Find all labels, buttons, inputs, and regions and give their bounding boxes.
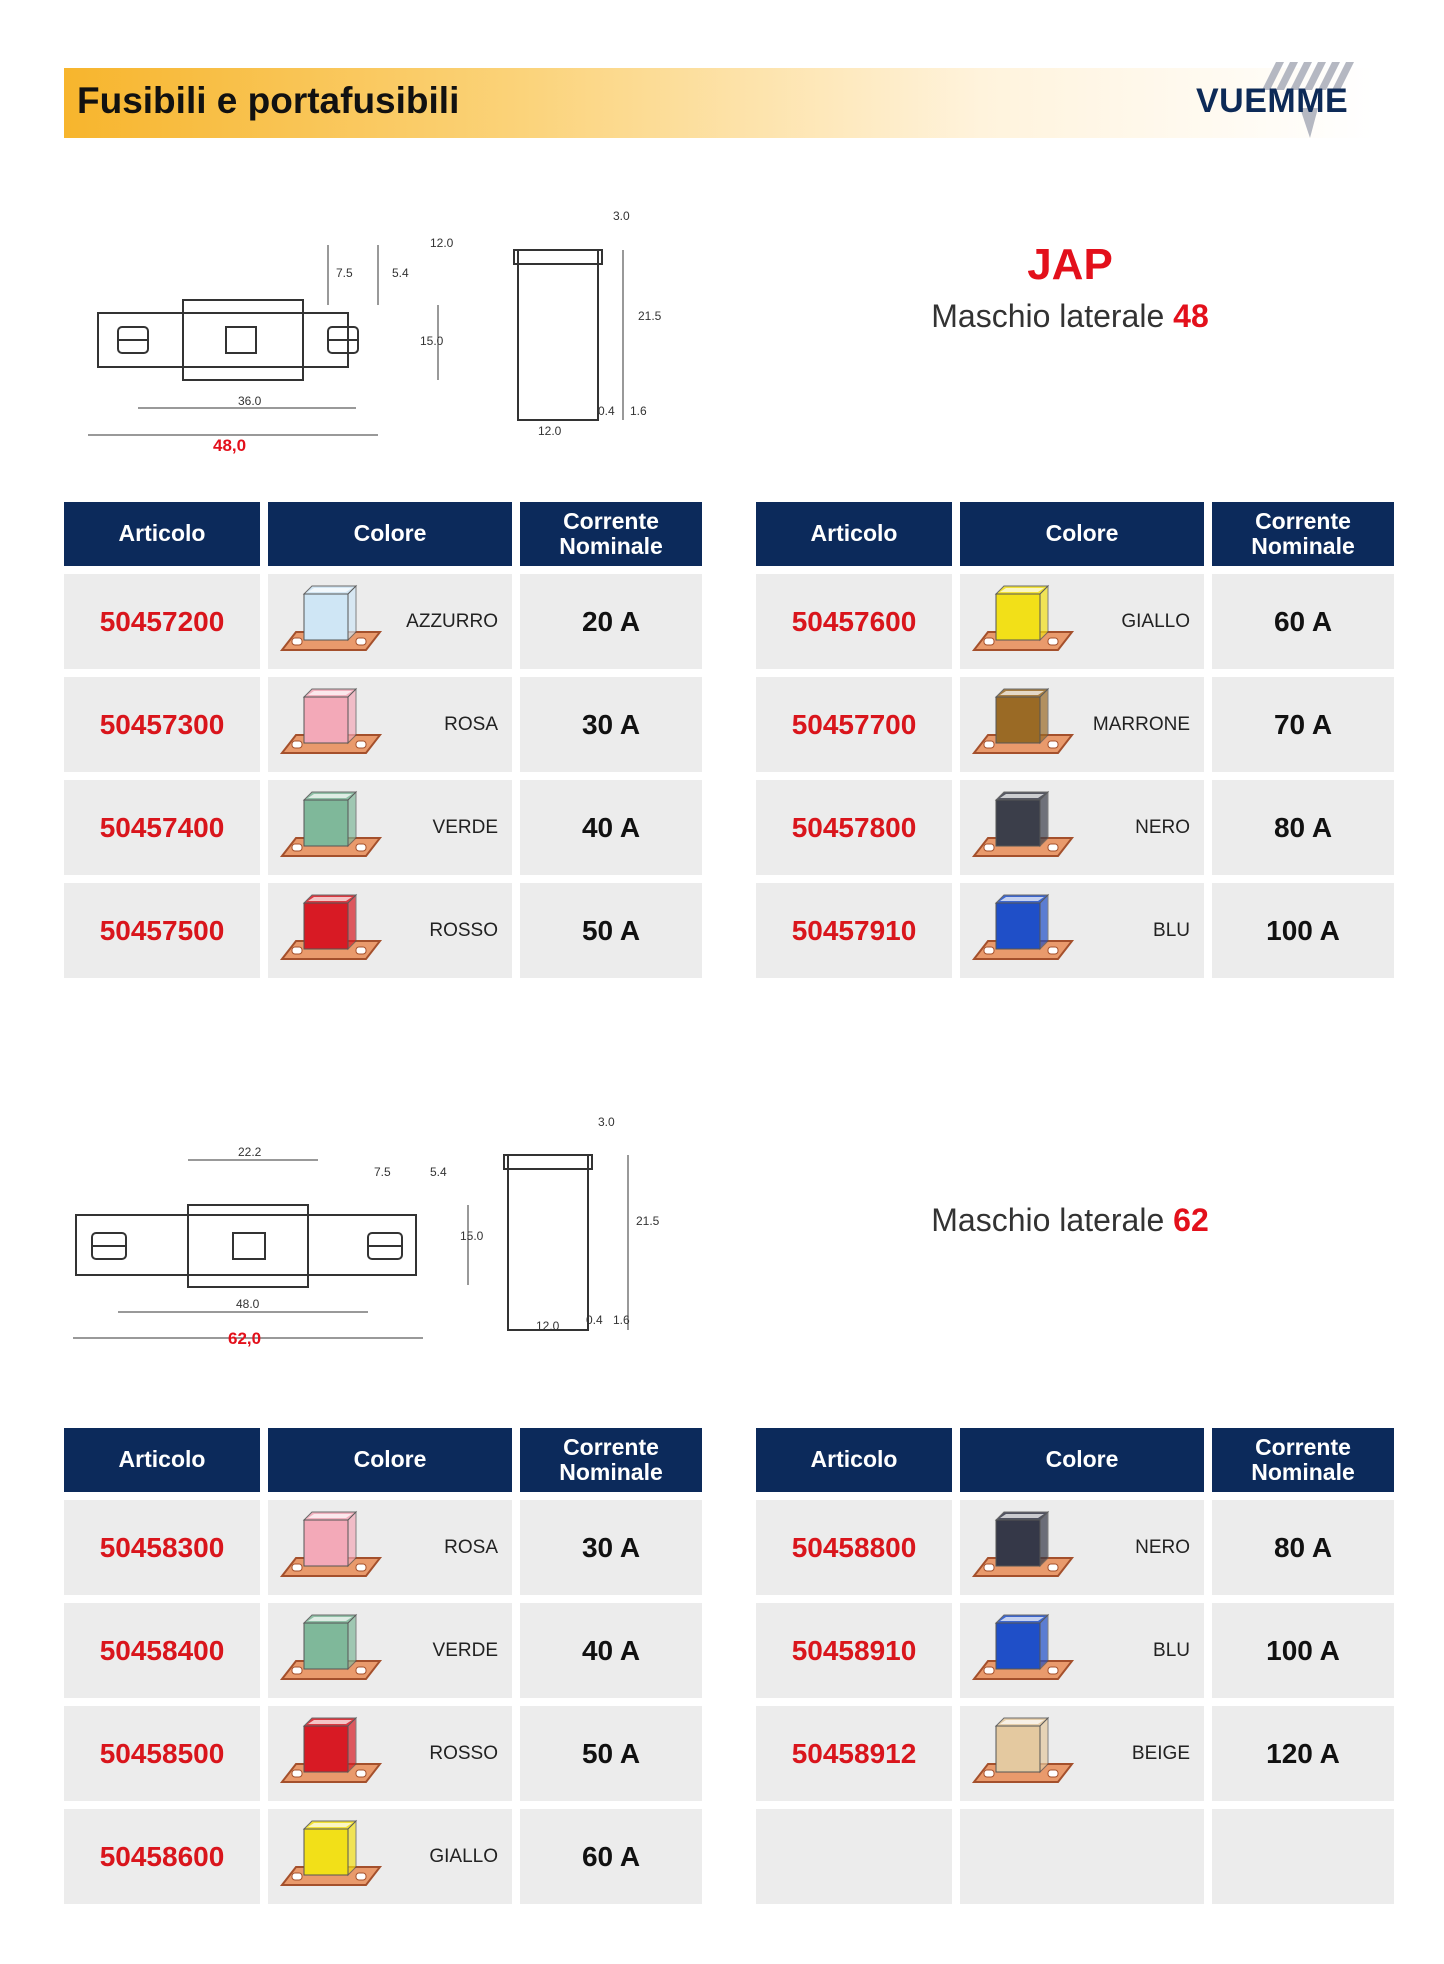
- rated-current: [1212, 1809, 1394, 1904]
- rated-current: 120 A: [1212, 1706, 1394, 1801]
- rated-current: 50 A: [520, 1706, 702, 1801]
- fuse-icon: [968, 786, 1080, 868]
- dim-label: 21.5: [638, 309, 662, 323]
- dim-label: 48.0: [236, 1297, 260, 1311]
- column-header: Colore: [960, 502, 1204, 566]
- column-header: Articolo: [756, 502, 952, 566]
- rated-current: 70 A: [1212, 677, 1394, 772]
- article-code: 50457300: [64, 677, 260, 772]
- dim-label: 22.2: [238, 1145, 262, 1159]
- fuse-48-drawing: [78, 205, 678, 465]
- column-header: Colore: [268, 502, 512, 566]
- dim-label: 15.0: [420, 334, 444, 348]
- color-name: VERDE: [432, 816, 498, 838]
- dim-label: 3.0: [613, 209, 630, 223]
- rated-current: 80 A: [1212, 1500, 1394, 1595]
- color-name: AZZURRO: [406, 610, 498, 632]
- article-code: 50457800: [756, 780, 952, 875]
- rated-current: 60 A: [1212, 574, 1394, 669]
- column-header: Corrente Nominale: [520, 1428, 702, 1492]
- article-code: 50457600: [756, 574, 952, 669]
- table-header-row: [756, 1428, 1394, 1492]
- article-code: 50458300: [64, 1500, 260, 1595]
- subtitle-number: 62: [1173, 1202, 1209, 1238]
- color-cell: [268, 574, 512, 669]
- table-header-row: [64, 502, 702, 566]
- total-length-label: 62,0: [228, 1329, 262, 1348]
- table-row: [756, 1706, 1394, 1801]
- table-header-row: [64, 1428, 702, 1492]
- section-62-title: [870, 1202, 1270, 1239]
- rated-current: 100 A: [1212, 1603, 1394, 1698]
- page-title: Fusibili e portafusibili: [77, 80, 460, 121]
- color-cell: [960, 883, 1204, 978]
- table-row: [64, 780, 702, 875]
- table-header-row: [756, 502, 1394, 566]
- color-cell: [268, 1809, 512, 1904]
- article-code: 50458800: [756, 1500, 952, 1595]
- color-cell: [268, 1706, 512, 1801]
- dim-label: 3.0: [598, 1115, 615, 1129]
- section-subtitle: [870, 1202, 1270, 1239]
- color-cell: [960, 1603, 1204, 1698]
- color-cell: [268, 780, 512, 875]
- column-header: Corrente Nominale: [1212, 502, 1394, 566]
- rated-current: 40 A: [520, 1603, 702, 1698]
- color-name: ROSSO: [429, 919, 498, 941]
- table-row: [756, 1500, 1394, 1595]
- dim-label: 0.4: [586, 1313, 603, 1327]
- fuse-icon: [276, 889, 388, 971]
- color-cell: [960, 574, 1204, 669]
- rated-current: 30 A: [520, 677, 702, 772]
- vuemme-logo: [1190, 60, 1380, 140]
- color-name: NERO: [1135, 816, 1190, 838]
- total-length-label: 48,0: [213, 436, 247, 455]
- table-48-left: [56, 494, 710, 986]
- table-row: [64, 1706, 702, 1801]
- rated-current: 60 A: [520, 1809, 702, 1904]
- table-48-right: [748, 494, 1402, 986]
- column-header: Articolo: [756, 1428, 952, 1492]
- article-code: 50458910: [756, 1603, 952, 1698]
- color-cell: [960, 780, 1204, 875]
- page-header: [64, 68, 1374, 138]
- column-header: Articolo: [64, 502, 260, 566]
- column-header: Articolo: [64, 1428, 260, 1492]
- dim-label: 21.5: [636, 1214, 660, 1228]
- subtitle-number: 48: [1173, 298, 1209, 334]
- dim-label: 12.0: [430, 236, 454, 250]
- color-name: BLU: [1153, 1639, 1190, 1661]
- table-row: [64, 677, 702, 772]
- article-code: 50458912: [756, 1706, 952, 1801]
- fuse-icon: [968, 580, 1080, 662]
- table-row: [756, 1603, 1394, 1698]
- dim-label: 7.5: [336, 266, 353, 280]
- table-row: [64, 1500, 702, 1595]
- color-name: GIALLO: [1121, 610, 1190, 632]
- dim-label: 7.5: [374, 1165, 391, 1179]
- color-name: ROSA: [444, 1536, 498, 1558]
- fuse-icon: [276, 1506, 388, 1588]
- fuse-icon: [276, 1609, 388, 1691]
- column-header: Colore: [268, 1428, 512, 1492]
- subtitle-text: Maschio laterale: [931, 298, 1165, 334]
- dim-label: 5.4: [430, 1165, 447, 1179]
- article-code: 50457910: [756, 883, 952, 978]
- color-cell: [268, 883, 512, 978]
- color-name: MARRONE: [1092, 713, 1190, 735]
- fuse-icon: [276, 580, 388, 662]
- color-name: ROSA: [444, 713, 498, 735]
- subtitle-text: Maschio laterale: [931, 1202, 1165, 1238]
- fuse-icon: [276, 786, 388, 868]
- dim-label: 12.0: [536, 1319, 560, 1333]
- section-48-title: [870, 240, 1270, 335]
- color-cell: [268, 677, 512, 772]
- dim-label: 0.4: [598, 404, 615, 418]
- fuse-icon: [276, 1712, 388, 1794]
- rated-current: 80 A: [1212, 780, 1394, 875]
- color-name: GIALLO: [429, 1845, 498, 1867]
- rated-current: 100 A: [1212, 883, 1394, 978]
- article-code: 50457400: [64, 780, 260, 875]
- dim-label: 15.0: [460, 1229, 484, 1243]
- table-row: [756, 677, 1394, 772]
- rated-current: 40 A: [520, 780, 702, 875]
- color-name: NERO: [1135, 1536, 1190, 1558]
- color-cell: [960, 1500, 1204, 1595]
- dim-label: 36.0: [238, 394, 262, 408]
- table-row: [64, 883, 702, 978]
- rated-current: 20 A: [520, 574, 702, 669]
- article-code: 50457200: [64, 574, 260, 669]
- fuse-icon: [276, 1815, 388, 1897]
- fuse-icon: [968, 889, 1080, 971]
- fuse-62-drawing: [68, 1110, 668, 1360]
- rated-current: 30 A: [520, 1500, 702, 1595]
- table-row: [756, 780, 1394, 875]
- table-row: [756, 574, 1394, 669]
- table-row: [64, 574, 702, 669]
- article-code: 50457700: [756, 677, 952, 772]
- rated-current: 50 A: [520, 883, 702, 978]
- table-row: [756, 1809, 1394, 1904]
- table-62-right: [748, 1420, 1402, 1912]
- column-header: Corrente Nominale: [1212, 1428, 1394, 1492]
- table-row: [64, 1603, 702, 1698]
- dim-label: 1.6: [613, 1313, 630, 1327]
- fuse-icon: [276, 683, 388, 765]
- column-header: Colore: [960, 1428, 1204, 1492]
- color-cell: [960, 1809, 1204, 1904]
- color-name: ROSSO: [429, 1742, 498, 1764]
- dim-label: 1.6: [630, 404, 647, 418]
- color-cell: [268, 1603, 512, 1698]
- article-code: 50458600: [64, 1809, 260, 1904]
- dim-label: 12.0: [538, 424, 562, 438]
- brand-title: JAP: [1027, 240, 1113, 289]
- logo-text: VUEMME: [1196, 82, 1349, 120]
- fuse-icon: [968, 683, 1080, 765]
- color-name: BEIGE: [1131, 1742, 1190, 1764]
- color-name: BLU: [1153, 919, 1190, 941]
- fuse-icon: [968, 1609, 1080, 1691]
- table-62-left: [56, 1420, 710, 1912]
- section-subtitle: [870, 298, 1270, 335]
- fuse-icon: [968, 1506, 1080, 1588]
- article-code: 50457500: [64, 883, 260, 978]
- table-row: [64, 1809, 702, 1904]
- color-cell: [268, 1500, 512, 1595]
- dim-label: 5.4: [392, 266, 409, 280]
- table-row: [756, 883, 1394, 978]
- article-code: 50458400: [64, 1603, 260, 1698]
- color-cell: [960, 1706, 1204, 1801]
- color-name: VERDE: [432, 1639, 498, 1661]
- article-code: 50458500: [64, 1706, 260, 1801]
- article-code: [756, 1809, 952, 1904]
- color-cell: [960, 677, 1204, 772]
- column-header: Corrente Nominale: [520, 502, 702, 566]
- fuse-icon: [968, 1712, 1080, 1794]
